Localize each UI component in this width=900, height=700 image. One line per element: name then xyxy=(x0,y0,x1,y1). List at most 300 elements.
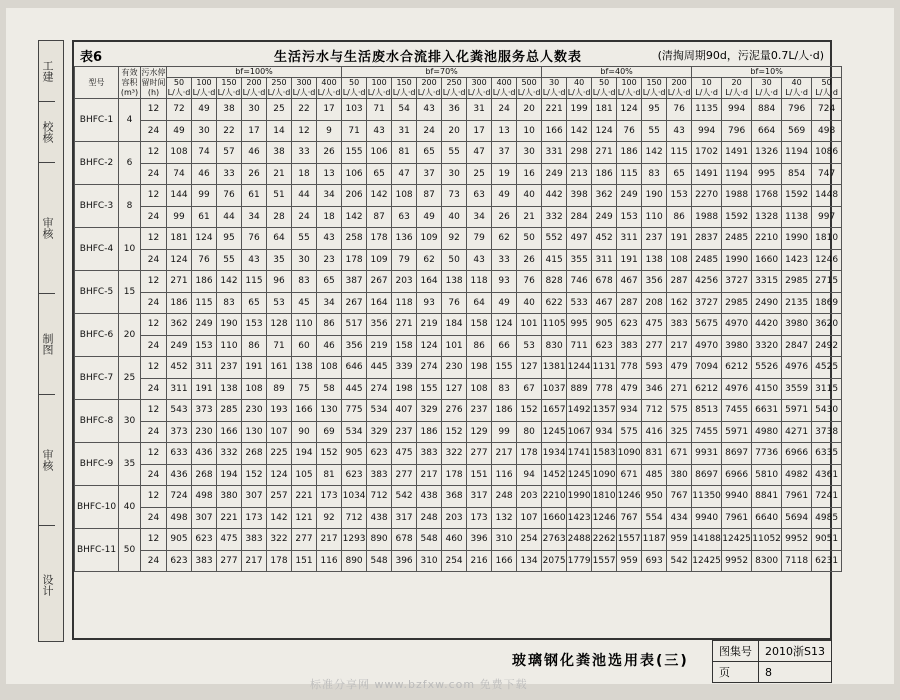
value-cell: 2985 xyxy=(782,271,812,293)
value-cell: 186 xyxy=(592,163,617,185)
value-cell: 767 xyxy=(667,486,692,508)
volume-cell: 40 xyxy=(119,486,141,529)
value-cell: 115 xyxy=(242,271,267,293)
value-cell: 277 xyxy=(467,443,492,465)
value-cell: 623 xyxy=(367,443,392,465)
value-cell: 959 xyxy=(667,529,692,551)
value-cell: 16 xyxy=(517,163,542,185)
value-cell: 1660 xyxy=(752,249,782,271)
value-cell: 3320 xyxy=(752,335,782,357)
value-cell: 6212 xyxy=(692,378,722,400)
value-cell: 6335 xyxy=(812,443,842,465)
value-cell: 43 xyxy=(242,249,267,271)
sidebar-cell: 审核 xyxy=(39,163,55,294)
value-cell: 2847 xyxy=(782,335,812,357)
value-cell: 775 xyxy=(342,400,367,422)
value-cell: 190 xyxy=(217,314,242,336)
value-cell: 118 xyxy=(467,271,492,293)
flow-unit: L/人·d xyxy=(217,88,241,97)
model-cell: BHFC-10 xyxy=(75,486,119,529)
value-cell: 130 xyxy=(242,421,267,443)
value-cell: 40 xyxy=(517,292,542,314)
value-cell: 142 xyxy=(367,185,392,207)
value-cell: 30 xyxy=(517,142,542,164)
sidebar-cell: 制图 xyxy=(39,294,55,395)
value-cell: 3980 xyxy=(722,335,752,357)
flow-value: 40 xyxy=(791,78,802,87)
value-cell: 11350 xyxy=(692,486,722,508)
value-cell: 136 xyxy=(392,228,417,250)
value-cell: 99 xyxy=(192,185,217,207)
value-cell: 71 xyxy=(367,99,392,121)
table-note: (清掏周期90d，污泥量0.7L/人·d) xyxy=(657,49,824,62)
value-cell: 6640 xyxy=(752,507,782,529)
value-cell: 368 xyxy=(442,486,467,508)
value-cell: 99 xyxy=(492,421,517,443)
value-cell: 25 xyxy=(267,99,292,121)
value-cell: 93 xyxy=(417,292,442,314)
value-cell: 4980 xyxy=(752,421,782,443)
value-cell: 11052 xyxy=(752,529,782,551)
value-cell: 95 xyxy=(642,99,667,121)
value-cell: 191 xyxy=(242,357,267,379)
value-cell: 383 xyxy=(242,529,267,551)
value-cell: 3315 xyxy=(752,271,782,293)
value-cell: 203 xyxy=(517,486,542,508)
value-cell: 268 xyxy=(242,443,267,465)
value-cell: 889 xyxy=(567,378,592,400)
value-cell: 86 xyxy=(467,335,492,357)
value-cell: 76 xyxy=(667,99,692,121)
value-cell: 1034 xyxy=(342,486,367,508)
value-cell: 5694 xyxy=(782,507,812,529)
value-cell: 4361 xyxy=(812,464,842,486)
value-cell: 271 xyxy=(167,271,192,293)
value-cell: 151 xyxy=(292,550,317,572)
value-cell: 43 xyxy=(367,120,392,142)
value-cell: 49 xyxy=(492,292,517,314)
value-cell: 1037 xyxy=(542,378,567,400)
value-cell: 8300 xyxy=(752,550,782,572)
volume-cell: 6 xyxy=(119,142,141,185)
retention-cell: 12 xyxy=(141,357,167,379)
flow-value: 300 xyxy=(471,78,487,87)
value-cell: 7118 xyxy=(782,550,812,572)
model-cell: BHFC-4 xyxy=(75,228,119,271)
value-cell: 166 xyxy=(292,400,317,422)
value-cell: 134 xyxy=(517,550,542,572)
value-cell: 106 xyxy=(367,142,392,164)
value-cell: 724 xyxy=(812,99,842,121)
value-cell: 217 xyxy=(492,443,517,465)
value-cell: 92 xyxy=(317,507,342,529)
value-cell: 69 xyxy=(317,421,342,443)
value-cell: 118 xyxy=(392,292,417,314)
table-row xyxy=(75,378,842,400)
value-cell: 49 xyxy=(417,206,442,228)
retention-cell: 24 xyxy=(141,335,167,357)
value-cell: 76 xyxy=(242,228,267,250)
value-cell: 33 xyxy=(292,142,317,164)
value-cell: 678 xyxy=(392,529,417,551)
value-cell: 72 xyxy=(167,99,192,121)
value-cell: 110 xyxy=(217,335,242,357)
value-cell: 383 xyxy=(667,314,692,336)
sidebar-cell: 校核 xyxy=(39,102,55,163)
value-cell: 178 xyxy=(442,464,467,486)
value-cell: 24 xyxy=(492,99,517,121)
value-cell: 1492 xyxy=(567,400,592,422)
value-cell: 310 xyxy=(492,529,517,551)
value-cell: 144 xyxy=(167,185,192,207)
value-cell: 18 xyxy=(317,206,342,228)
value-cell: 55 xyxy=(217,249,242,271)
flow-unit: L/人·d xyxy=(785,88,808,97)
value-cell: 138 xyxy=(217,378,242,400)
col-flow xyxy=(442,78,467,99)
atlas-value: 2010浙S13 xyxy=(759,641,832,662)
value-cell: 1448 xyxy=(812,185,842,207)
value-cell: 7961 xyxy=(782,486,812,508)
flow-unit: L/人·d xyxy=(642,88,666,97)
flow-unit: L/人·d xyxy=(242,88,266,97)
value-cell: 31 xyxy=(467,99,492,121)
value-cell: 7455 xyxy=(692,421,722,443)
table-row xyxy=(75,228,842,250)
value-cell: 534 xyxy=(342,421,367,443)
value-cell: 383 xyxy=(192,550,217,572)
retention-cell: 12 xyxy=(141,99,167,121)
value-cell: 542 xyxy=(667,550,692,572)
value-cell: 274 xyxy=(417,357,442,379)
value-cell: 34 xyxy=(242,206,267,228)
value-cell: 152 xyxy=(242,464,267,486)
value-cell: 35 xyxy=(267,249,292,271)
value-cell: 4976 xyxy=(782,357,812,379)
value-cell: 1592 xyxy=(722,206,752,228)
value-cell: 65 xyxy=(317,271,342,293)
value-cell: 711 xyxy=(567,335,592,357)
value-cell: 12 xyxy=(292,120,317,142)
value-cell: 934 xyxy=(592,421,617,443)
value-cell: 225 xyxy=(267,443,292,465)
value-cell: 5675 xyxy=(692,314,722,336)
value-cell: 127 xyxy=(442,378,467,400)
value-cell: 415 xyxy=(542,249,567,271)
col-flow xyxy=(542,78,567,99)
model-cell: BHFC-3 xyxy=(75,185,119,228)
value-cell: 2985 xyxy=(722,292,752,314)
flow-value: 150 xyxy=(221,78,237,87)
value-cell: 1245 xyxy=(542,421,567,443)
value-cell: 138 xyxy=(292,357,317,379)
value-cell: 997 xyxy=(812,206,842,228)
value-cell: 548 xyxy=(417,529,442,551)
value-cell: 548 xyxy=(367,550,392,572)
watermark: 标准分享网 www.bzfxw.com 免费下载 xyxy=(310,678,528,691)
value-cell: 178 xyxy=(517,443,542,465)
value-cell: 2210 xyxy=(542,486,567,508)
value-cell: 4420 xyxy=(752,314,782,336)
value-cell: 1246 xyxy=(592,507,617,529)
value-cell: 277 xyxy=(392,464,417,486)
model-cell: BHFC-2 xyxy=(75,142,119,185)
value-cell: 62 xyxy=(417,249,442,271)
value-cell: 186 xyxy=(167,292,192,314)
flow-unit: L/人·d xyxy=(542,88,566,97)
value-cell: 37 xyxy=(417,163,442,185)
value-cell: 575 xyxy=(667,400,692,422)
value-cell: 164 xyxy=(417,271,442,293)
col-group: bf=40% xyxy=(542,67,692,78)
value-cell: 8697 xyxy=(692,464,722,486)
value-cell: 63 xyxy=(392,206,417,228)
value-cell: 17 xyxy=(317,99,342,121)
value-cell: 142 xyxy=(567,120,592,142)
value-cell: 173 xyxy=(242,507,267,529)
value-cell: 17 xyxy=(467,120,492,142)
value-cell: 830 xyxy=(542,335,567,357)
value-cell: 101 xyxy=(517,314,542,336)
col-flow xyxy=(392,78,417,99)
value-cell: 206 xyxy=(342,185,367,207)
value-cell: 267 xyxy=(342,292,367,314)
value-cell: 671 xyxy=(617,464,642,486)
flow-value: 150 xyxy=(646,78,662,87)
value-cell: 249 xyxy=(542,163,567,185)
value-cell: 110 xyxy=(642,206,667,228)
value-cell: 81 xyxy=(392,142,417,164)
value-cell: 1326 xyxy=(752,142,782,164)
value-cell: 90 xyxy=(292,421,317,443)
value-cell: 186 xyxy=(492,400,517,422)
value-cell: 623 xyxy=(342,464,367,486)
value-cell: 307 xyxy=(242,486,267,508)
flow-value: 400 xyxy=(496,78,512,87)
flow-value: 200 xyxy=(421,78,437,87)
sidebar-cell: 审核 xyxy=(39,395,55,526)
value-cell: 186 xyxy=(417,421,442,443)
flow-value: 10 xyxy=(701,78,712,87)
flow-unit: L/人·d xyxy=(192,88,216,97)
flow-value: 30 xyxy=(761,78,772,87)
value-cell: 2262 xyxy=(592,529,617,551)
value-cell: 43 xyxy=(667,120,692,142)
value-cell: 28 xyxy=(267,206,292,228)
value-cell: 162 xyxy=(667,292,692,314)
value-cell: 4982 xyxy=(782,464,812,486)
value-cell: 298 xyxy=(567,142,592,164)
value-cell: 995 xyxy=(567,314,592,336)
value-cell: 124 xyxy=(267,464,292,486)
value-cell: 22 xyxy=(217,120,242,142)
value-cell: 190 xyxy=(642,185,667,207)
value-cell: 26 xyxy=(242,163,267,185)
value-cell: 332 xyxy=(542,206,567,228)
value-cell: 724 xyxy=(167,486,192,508)
value-cell: 12425 xyxy=(722,529,752,551)
value-cell: 331 xyxy=(542,142,567,164)
volume-cell: 4 xyxy=(119,99,141,142)
flow-unit: L/人·d xyxy=(167,88,191,97)
value-cell: 47 xyxy=(392,163,417,185)
value-cell: 142 xyxy=(267,507,292,529)
flow-unit: L/人·d xyxy=(617,88,641,97)
page-value: 8 xyxy=(759,662,832,683)
value-cell: 103 xyxy=(342,99,367,121)
value-cell: 108 xyxy=(667,249,692,271)
volume-cell: 20 xyxy=(119,314,141,357)
value-cell: 254 xyxy=(442,550,467,572)
value-cell: 310 xyxy=(417,550,442,572)
value-cell: 203 xyxy=(392,271,417,293)
value-cell: 380 xyxy=(667,464,692,486)
flow-value: 500 xyxy=(521,78,537,87)
value-cell: 1245 xyxy=(567,464,592,486)
flow-value: 200 xyxy=(246,78,262,87)
value-cell: 12425 xyxy=(692,550,722,572)
value-cell: 219 xyxy=(367,335,392,357)
value-cell: 99 xyxy=(167,206,192,228)
value-cell: 121 xyxy=(292,507,317,529)
value-cell: 237 xyxy=(467,400,492,422)
value-cell: 575 xyxy=(617,421,642,443)
value-cell: 20 xyxy=(517,99,542,121)
value-cell: 1657 xyxy=(542,400,567,422)
value-cell: 1357 xyxy=(592,400,617,422)
value-cell: 1990 xyxy=(782,228,812,250)
value-cell: 213 xyxy=(567,163,592,185)
value-cell: 356 xyxy=(342,335,367,357)
flow-unit: L/人·d xyxy=(695,88,718,97)
value-cell: 155 xyxy=(417,378,442,400)
value-cell: 268 xyxy=(192,464,217,486)
volume-cell: 8 xyxy=(119,185,141,228)
value-cell: 3559 xyxy=(782,378,812,400)
value-cell: 623 xyxy=(167,550,192,572)
value-cell: 166 xyxy=(542,120,567,142)
value-cell: 498 xyxy=(192,486,217,508)
retention-cell: 24 xyxy=(141,120,167,142)
value-cell: 19 xyxy=(492,163,517,185)
flow-unit: L/人·d xyxy=(567,88,591,97)
value-cell: 83 xyxy=(642,163,667,185)
value-cell: 54 xyxy=(392,99,417,121)
value-cell: 38 xyxy=(217,99,242,121)
value-cell: 1934 xyxy=(542,443,567,465)
value-cell: 221 xyxy=(292,486,317,508)
value-cell: 452 xyxy=(167,357,192,379)
value-cell: 107 xyxy=(267,421,292,443)
value-cell: 1988 xyxy=(722,185,752,207)
table-frame xyxy=(72,40,839,640)
value-cell: 329 xyxy=(367,421,392,443)
value-cell: 356 xyxy=(642,271,667,293)
retention-cell: 12 xyxy=(141,529,167,551)
table-row xyxy=(75,464,842,486)
value-cell: 1246 xyxy=(617,486,642,508)
value-cell: 890 xyxy=(367,529,392,551)
retention-cell: 24 xyxy=(141,292,167,314)
col-flow xyxy=(192,78,217,99)
value-cell: 1086 xyxy=(812,142,842,164)
value-cell: 194 xyxy=(292,443,317,465)
table-row xyxy=(75,357,842,379)
value-cell: 152 xyxy=(317,443,342,465)
value-cell: 203 xyxy=(442,507,467,529)
value-cell: 130 xyxy=(317,400,342,422)
value-cell: 166 xyxy=(217,421,242,443)
value-cell: 65 xyxy=(667,163,692,185)
value-cell: 373 xyxy=(167,421,192,443)
value-cell: 4970 xyxy=(722,314,752,336)
value-cell: 31 xyxy=(392,120,417,142)
value-cell: 475 xyxy=(642,314,667,336)
value-cell: 2837 xyxy=(692,228,722,250)
value-cell: 285 xyxy=(217,400,242,422)
table-row xyxy=(75,142,842,164)
value-cell: 994 xyxy=(692,120,722,142)
table-row xyxy=(75,400,842,422)
value-cell: 9940 xyxy=(722,486,752,508)
value-cell: 198 xyxy=(392,378,417,400)
value-cell: 191 xyxy=(192,378,217,400)
value-cell: 311 xyxy=(617,228,642,250)
value-cell: 905 xyxy=(342,443,367,465)
value-cell: 1090 xyxy=(592,464,617,486)
value-cell: 63 xyxy=(467,185,492,207)
value-cell: 396 xyxy=(392,550,417,572)
value-cell: 230 xyxy=(192,421,217,443)
value-cell: 14188 xyxy=(692,529,722,551)
value-cell: 311 xyxy=(592,249,617,271)
value-cell: 191 xyxy=(617,249,642,271)
value-cell: 83 xyxy=(292,271,317,293)
value-cell: 398 xyxy=(567,185,592,207)
col-flow xyxy=(267,78,292,99)
value-cell: 30 xyxy=(292,249,317,271)
value-cell: 339 xyxy=(392,357,417,379)
value-cell: 20 xyxy=(442,120,467,142)
value-cell: 115 xyxy=(192,292,217,314)
sidebar-cell: 设计 xyxy=(41,574,54,596)
value-cell: 73 xyxy=(442,185,467,207)
value-cell: 854 xyxy=(782,163,812,185)
value-cell: 5526 xyxy=(752,357,782,379)
volume-cell: 25 xyxy=(119,357,141,400)
value-cell: 249 xyxy=(192,314,217,336)
value-cell: 356 xyxy=(367,314,392,336)
table-row xyxy=(75,335,842,357)
value-cell: 778 xyxy=(592,378,617,400)
value-cell: 6966 xyxy=(782,443,812,465)
value-cell: 38 xyxy=(267,142,292,164)
value-cell: 21 xyxy=(267,163,292,185)
value-cell: 208 xyxy=(642,292,667,314)
retention-cell: 24 xyxy=(141,249,167,271)
value-cell: 30 xyxy=(242,99,267,121)
flow-unit: L/人·d xyxy=(725,88,748,97)
value-cell: 37 xyxy=(492,142,517,164)
atlas-info xyxy=(712,640,832,683)
value-cell: 460 xyxy=(442,529,467,551)
retention-cell: 12 xyxy=(141,271,167,293)
value-cell: 5971 xyxy=(782,400,812,422)
value-cell: 284 xyxy=(567,206,592,228)
retention-cell: 12 xyxy=(141,185,167,207)
retention-cell: 12 xyxy=(141,314,167,336)
value-cell: 831 xyxy=(642,443,667,465)
